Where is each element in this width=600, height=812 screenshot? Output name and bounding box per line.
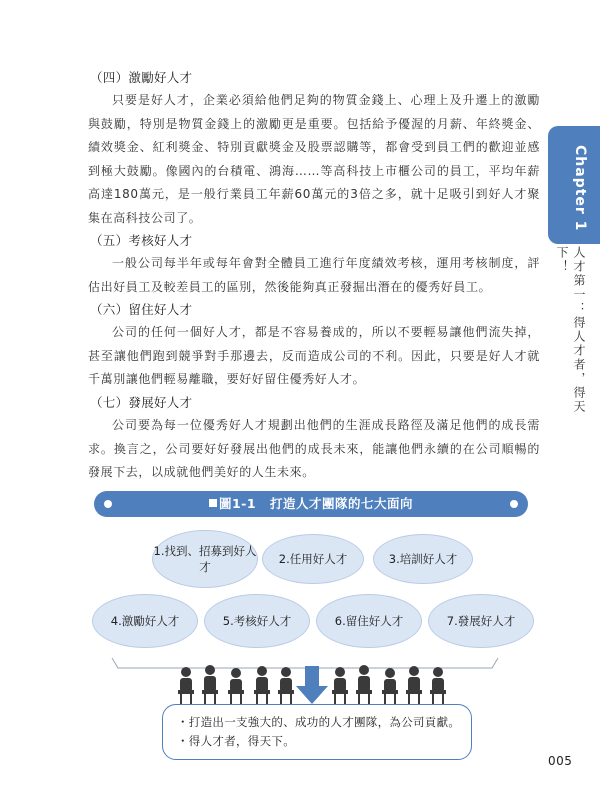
- aspect-oval: 5.考核好人才: [204, 594, 310, 648]
- aspect-oval: 2.任用好人才: [262, 534, 364, 584]
- chapter-label: Chapter 1: [572, 144, 588, 232]
- callout-line: ・打造出一支強大的、成功的人才團隊，為公司貢獻。: [177, 715, 461, 729]
- aspect-oval: 1.找到、招募到好人才: [152, 530, 258, 588]
- figure-number: 圖1-1: [218, 496, 257, 511]
- section-paragraph: 一般公司每半年或每年會對全體員工進行年度績效考核，運用考核制度，評估出好員工及較差員工的區別，然後能夠真正發掘出潛在的優秀好員工。: [88, 256, 540, 294]
- callout-line: ・得人才者，得天下。: [177, 734, 295, 748]
- chapter-title: 人才第一：得人才者，得天下！: [555, 246, 586, 414]
- section-heading: （七）發展好人才: [90, 395, 193, 410]
- aspect-oval: 6.留住好人才: [316, 594, 422, 648]
- section-heading: （四）激勵好人才: [90, 70, 193, 85]
- page-number: 005: [548, 754, 573, 768]
- aspect-oval: 4.激勵好人才: [92, 594, 198, 648]
- section-paragraph: 公司的任何一個好人才，都是不容易養成的，所以不要輕易讓他們流失掉，甚至讓他們跑到競爭對手那邊去，反而造成公司的不利。因此，只要是好人才就千萬別讓他們輕易離職，要好好留住優秀好人才。: [88, 325, 540, 386]
- section-heading: （五）考核好人才: [90, 233, 193, 248]
- section-paragraph: 只要是好人才，企業必須給他們足夠的物質金錢上、心理上及升遷上的激勵與鼓勵，特別是物質金錢上的激勵更是重要。包括給予優渥的月薪、年終獎金、績效獎金、紅利獎金、特別貢獻獎金及股票認購等，都會受到員工們的歡迎並感到極大鼓勵。像國內的台積電、鴻海……等高科技上市櫃公司的員工，平均年薪高達180萬元，是一般行業員工年薪60萬元的3倍之多，就十足吸引到好人才聚集在高科技公司了。: [88, 93, 540, 225]
- aspect-oval: 7.發展好人才: [428, 594, 534, 648]
- figure-title-text: 打造人才團隊的七大面向: [270, 496, 414, 511]
- section-paragraph: 公司要為每一位優秀好人才規劃出他們的生涯成長路徑及滿足他們的成長需求。換言之，公司要好好發展出他們的成長未來，能讓他們永續的在公司順暢的發展下去，以成就他們美好的人生未來。: [88, 418, 540, 479]
- summary-callout: [162, 704, 472, 760]
- aspect-oval: 3.培訓好人才: [373, 534, 473, 584]
- section-heading: （六）留住好人才: [90, 302, 193, 317]
